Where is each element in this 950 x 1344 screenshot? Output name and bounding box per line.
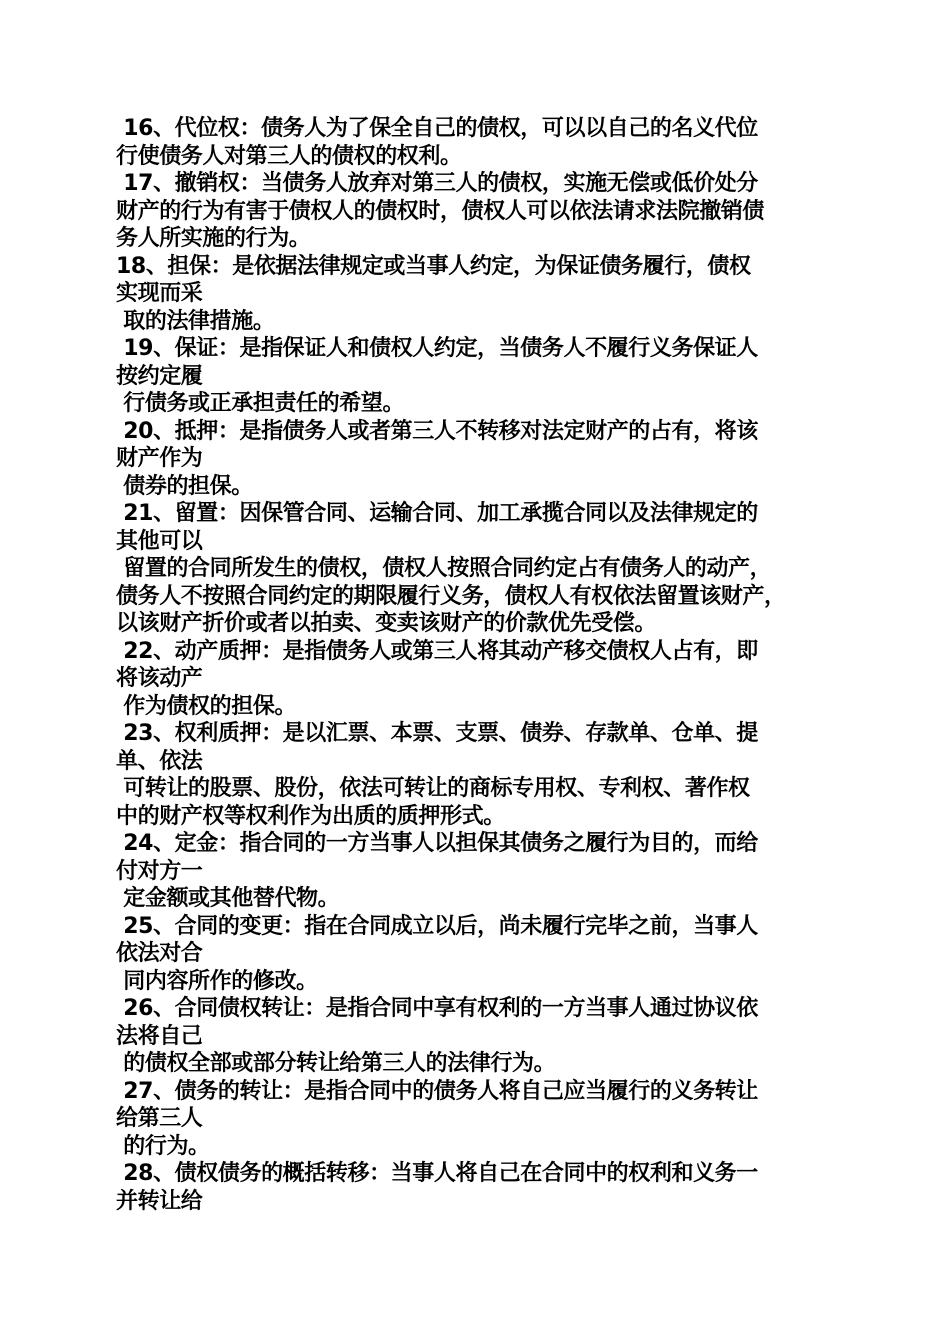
text-line: 23、权利质押：是以汇票、本票、支票、债券、存款单、仓单、提 <box>116 721 758 746</box>
text-line: 作为债权的担保。 <box>116 693 297 719</box>
text-line: 行使债务人对第三人的债权的权利。 <box>116 143 462 169</box>
document-page <box>116 115 856 1215</box>
text-line: 将该动产 <box>116 666 203 691</box>
text-line: 26、合同债权转让：是指合同中享有权利的一方当事人通过协议依 <box>116 996 758 1021</box>
text-line: 中的财产权等权利作为出质的质押形式。 <box>116 803 505 829</box>
text-line: 其他可以 <box>116 528 203 554</box>
text-line: 可转让的股票、股份，依法可转让的商标专用权、专利权、著作权 <box>116 776 750 801</box>
text-line: 留置的合同所发生的债权，债权人按照合同约定占有债务人的动产， <box>116 556 772 581</box>
text-line: 以该财产折价或者以拍卖、变卖该财产的价款优先受偿。 <box>116 611 657 636</box>
text-line: 22、动产质押：是指债务人或第三人将其动产移交债权人占有，即 <box>116 638 758 664</box>
text-line: 定金额或其他替代物。 <box>116 886 340 911</box>
text-line: 21、留置：因保管合同、运输合同、加工承揽合同以及法律规定的 <box>116 501 758 526</box>
text-line: 25、合同的变更：指在合同成立以后，尚未履行完毕之前，当事人 <box>116 913 758 939</box>
text-line: 债务人不按照合同约定的期限履行义务，债权人有权依法留置该财产， <box>116 583 786 609</box>
text-line: 财产作为 <box>116 446 203 471</box>
text-line: 24、定金：指合同的一方当事人以担保其债务之履行为目的，而给 <box>116 831 758 856</box>
text-line: 财产的行为有害于债权人的债权时，债权人可以依法请求法院撤销债 <box>116 198 765 224</box>
text-line: 债券的担保。 <box>116 473 253 499</box>
text-line: 28、债权债务的概括转移：当事人将自己在合同中的权利和义务一 <box>116 1161 758 1186</box>
text-line: 的行为。 <box>116 1133 210 1159</box>
text-line: 27、债务的转让：是指合同中的债务人将自己应当履行的义务转让 <box>116 1078 758 1104</box>
text-line: 依法对合 <box>116 941 203 966</box>
text-line: 按约定履 <box>116 363 203 389</box>
text-line: 同内容所作的修改。 <box>116 968 318 994</box>
text-line: 行债务或正承担责任的希望。 <box>116 391 405 416</box>
text-line: 17、撤销权：当债务人放弃对第三人的债权，实施无偿或低价处分 <box>116 171 758 196</box>
text-line: 19、保证：是指保证人和债权人约定，当债务人不履行义务保证人 <box>116 336 758 361</box>
text-line: 16、代位权：债务人为了保全自己的债权，可以以自己的名义代位 <box>116 116 758 141</box>
text-line: 法将自己 <box>116 1023 203 1049</box>
text-line: 务人所实施的行为。 <box>116 226 311 251</box>
text-line: 付对方一 <box>116 858 203 884</box>
text-line: 并转让给 <box>116 1188 203 1214</box>
text-line: 20、抵押：是指债务人或者第三人不转移对法定财产的占有，将该 <box>116 418 758 444</box>
text-line: 的债权全部或部分转让给第三人的法律行为。 <box>116 1051 556 1076</box>
text-line: 取的法律措施。 <box>116 308 275 334</box>
text-line: 单、依法 <box>116 748 203 774</box>
text-line: 实现而采 <box>116 281 203 306</box>
text-line: 18、担保：是依据法律规定或当事人约定，为保证债务履行，债权 <box>116 253 751 279</box>
text-line: 给第三人 <box>116 1106 203 1131</box>
